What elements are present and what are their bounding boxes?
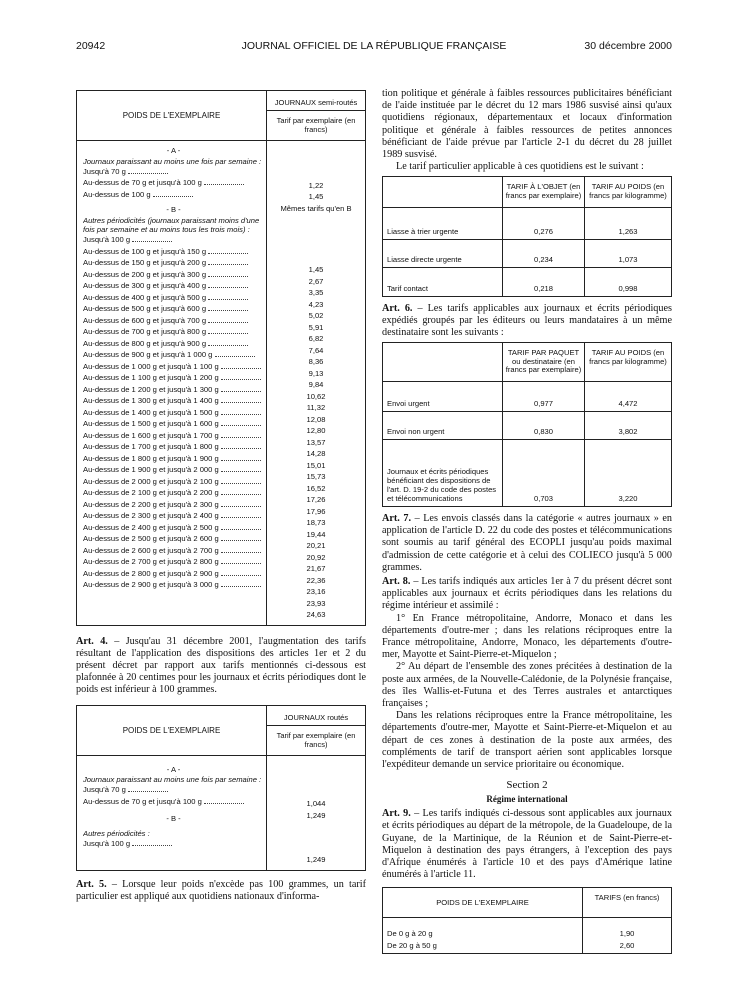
- weight-header: POIDS DE L'EXEMPLAIRE: [77, 706, 267, 755]
- tarif-poids-value: 1,073: [618, 254, 638, 264]
- weight-row: [83, 246, 264, 258]
- tarif-column: [583, 918, 671, 953]
- journaux-header: JOURNAUX routés: [267, 706, 365, 726]
- tarif-header: Tarif par exemplaire (en francs): [276, 730, 356, 749]
- section-a-label: - A -: [166, 146, 181, 155]
- tarif-objet-value: 0,830: [503, 412, 585, 439]
- tarif-value: 13,57: [306, 437, 326, 447]
- weight-label: Jusqu'à 100 g: [83, 838, 131, 848]
- issue-date: 30 décembre 2000: [584, 40, 672, 52]
- weight-label: Au-dessus de 2 300 g et jusqu'à 2 400 g: [83, 511, 219, 521]
- tarif-value: 17,26: [306, 495, 326, 504]
- leader-dots: [221, 478, 261, 484]
- leader-dots: [221, 501, 261, 507]
- section-a-desc: Journaux paraissant au moins une fois par semaine :: [83, 775, 262, 785]
- article-6: Art. 6. – Les tarifs applicables aux journaux et écrits périodiques expédiés groupés par les éditeurs ou leurs mandataires à un même destinataire sont les suivants :: [382, 302, 672, 339]
- row-label: Envoi non urgent: [383, 412, 503, 439]
- table-routes: [76, 705, 366, 871]
- tarif-value: 5,91: [308, 322, 324, 332]
- article-5-continued: tion politique et générale à faibles ressources publicitaires bénéficiant de l'aide instituée par le décret du 12 mars 1986 susvisé ainsi qu'aux quotidiens régionaux, départementaux et locaux d'information politique et générale à faibles ressources de petites annonces bénéficiant de l'aide prévue par l'article 2-1 du décret du 28 juillet 1989 susvisé.: [382, 88, 672, 161]
- article-9: Art. 9. – Les tarifs indiqués ci-dessous sont applicables aux journaux et écrits périodiques au départ de la métropole, de la Guadeloupe, de la Guyane, de la Martinique, de la Réunion et de Saint-Pierre-et-Miquelon à destination des pays étrangers, à l'exception des pays d'Afrique énumérés à l'article 10 et des pays d'Amérique latine énumérés à l'article 11.: [382, 808, 672, 881]
- right-column: [382, 88, 672, 954]
- weight-label: Au-dessus de 150 g et jusqu'à 200 g: [83, 258, 207, 268]
- tarif-value: 3,35: [308, 288, 324, 297]
- regime-heading: Régime international: [486, 794, 568, 805]
- left-column: [76, 90, 366, 903]
- weight-row: De 20 g à 50 g: [387, 940, 437, 950]
- page-number: 20942: [76, 40, 106, 52]
- leader-dots: [221, 386, 261, 392]
- weight-row: [83, 269, 264, 281]
- weight-row: [83, 372, 264, 384]
- weight-row: [83, 234, 264, 246]
- tarif-value: 17,96: [306, 506, 326, 516]
- weight-label: Au-dessus de 1 500 g et jusqu'à 1 600 g: [83, 419, 219, 429]
- leader-dots: [208, 340, 248, 346]
- weight-row: [83, 464, 264, 476]
- weight-label: Au-dessus de 600 g et jusqu'à 700 g: [83, 315, 207, 325]
- section-heading: Section 2: [506, 779, 548, 792]
- weight-row: [83, 326, 264, 338]
- tarif-value: 10,62: [306, 391, 326, 401]
- weight-label: Au-dessus de 1 700 g et jusqu'à 1 800 g: [83, 442, 219, 452]
- weight-label: Au-dessus de 700 g et jusqu'à 800 g: [83, 327, 207, 337]
- section-b-label: - B -: [166, 205, 181, 215]
- table-international: [382, 887, 672, 954]
- tarif-value: 18,73: [306, 518, 326, 527]
- weight-row: [83, 257, 264, 269]
- weight-row: [83, 510, 264, 522]
- article-8-p3: Dans les relations réciproques entre la France métropolitaine, les départements d'outre-mer, Mayotte et Saint-Pierre-et-Miquelon et au départ de ces zones à destination de la poste aux armées, des compléments de tarif de transport aérien sont applicables lorsque l'expéditeur demande un service prioritaire ou économique.: [382, 710, 672, 771]
- tarif-poids-value: 1,263: [618, 226, 638, 236]
- tarif-value: 15,01: [306, 460, 326, 470]
- leader-dots: [128, 786, 168, 792]
- leader-dots: [153, 191, 193, 197]
- tarif-objet-value: 0,977: [503, 382, 585, 411]
- weight-column: [383, 918, 583, 953]
- journaux-header: JOURNAUX semi-routés: [267, 91, 365, 111]
- weight-label: Au-dessus de 70 g et jusqu'à 100 g: [83, 796, 202, 806]
- weight-row: [83, 487, 264, 499]
- tarif-objet-value: 0,703: [503, 440, 585, 506]
- weight-row: [83, 418, 264, 430]
- leader-dots: [128, 168, 168, 174]
- leader-dots: [208, 317, 248, 323]
- weight-row: [83, 545, 264, 557]
- leader-dots: [221, 581, 261, 587]
- weight-label: Au-dessus de 1 800 g et jusqu'à 1 900 g: [83, 453, 219, 463]
- weight-label: Au-dessus de 2 200 g et jusqu'à 2 300 g: [83, 499, 219, 509]
- leader-dots: [204, 798, 244, 804]
- weight-header: POIDS DE L'EXEMPLAIRE: [77, 91, 267, 140]
- leader-dots: [221, 409, 261, 415]
- table-row: [383, 440, 671, 506]
- weight-label: Au-dessus de 2 000 g et jusqu'à 2 100 g: [83, 476, 219, 486]
- tarif-value: 9,13: [308, 368, 324, 378]
- weight-label: Au-dessus de 2 700 g et jusqu'à 2 800 g: [83, 557, 219, 567]
- tarif-value: 2,67: [308, 276, 324, 286]
- weight-label: Au-dessus de 900 g et jusqu'à 1 000 g: [83, 350, 213, 360]
- leader-dots: [132, 236, 172, 242]
- weight-label: Jusqu'à 70 g: [83, 785, 126, 795]
- weight-row: [83, 338, 264, 350]
- leader-dots: [221, 489, 261, 495]
- weight-row: [83, 556, 264, 568]
- weight-row: [83, 349, 264, 361]
- tarif-value: 4,23: [308, 299, 324, 309]
- leader-dots: [221, 432, 261, 438]
- tarif-objet-value: 0,234: [503, 240, 585, 267]
- tarif-value: 12,80: [306, 426, 326, 435]
- tarif-objet-value: 0,218: [503, 268, 585, 296]
- tarif-value: 1,044: [306, 799, 326, 809]
- weight-row: [83, 499, 264, 511]
- weight-row: [83, 407, 264, 419]
- tarif-poids-value: 0,998: [618, 283, 638, 293]
- tarif-value: 2,60: [619, 940, 635, 950]
- weight-row: [83, 166, 264, 178]
- article-8-p1: 1° En France métropolitaine, Andorre, Monaco et dans les départements d'outre-mer ; dans les relations réciproques entre la France métropolitaine, Andorre, Monaco, les départements d'outre-mer, Mayotte et Saint-Pierre-et-Miquelon ;: [382, 612, 672, 661]
- leader-dots: [221, 363, 261, 369]
- leader-dots: [208, 282, 248, 288]
- tarif-value: 1,22: [308, 180, 324, 190]
- weight-row: [83, 303, 264, 315]
- weight-column: [77, 141, 267, 625]
- leader-dots: [221, 443, 261, 449]
- weight-label: Au-dessus de 800 g et jusqu'à 900 g: [83, 338, 207, 348]
- tarif-value: 24,63: [306, 610, 326, 619]
- weight-label: Au-dessus de 400 g et jusqu'à 500 g: [83, 292, 207, 302]
- leader-dots: [208, 305, 248, 311]
- tarif-value: 7,64: [308, 345, 324, 355]
- leader-dots: [221, 558, 261, 564]
- table-row: [383, 412, 671, 440]
- tarifs-header: TARIFS (en francs): [594, 893, 660, 903]
- weight-header: POIDS DE L'EXEMPLAIRE: [383, 888, 583, 917]
- tarif-value: 21,67: [306, 564, 326, 573]
- weight-label: Au-dessus de 1 300 g et jusqu'à 1 400 g: [83, 396, 219, 406]
- page-header: [76, 40, 672, 56]
- leader-dots: [221, 524, 261, 530]
- weight-label: Jusqu'à 70 g: [83, 166, 126, 176]
- table-quotidiens: [382, 176, 672, 296]
- tarif-value: 1,90: [619, 929, 635, 939]
- weight-row: [83, 441, 264, 453]
- weight-label: Au-dessus de 2 600 g et jusqu'à 2 700 g: [83, 545, 219, 555]
- weight-row: [83, 453, 264, 465]
- weight-row: [83, 796, 264, 808]
- weight-row: [83, 292, 264, 304]
- weight-row: [83, 177, 264, 189]
- leader-dots: [215, 351, 255, 357]
- row-label: Tarif contact: [383, 268, 503, 296]
- tarif-poids-header: TARIF AU POIDS (en francs par kilogramme): [589, 348, 667, 366]
- tarif-value: 11,32: [306, 403, 326, 412]
- weight-row: [83, 430, 264, 442]
- tarif-objet-header: TARIF À L'OBJET (en francs par exemplaire): [503, 177, 585, 206]
- weight-label: Au-dessus de 100 g et jusqu'à 150 g: [83, 246, 207, 256]
- section-b-desc: Autres périodicités (journaux paraissant moins d'une fois par semaine et au moins tous les trois mois) :: [83, 215, 260, 234]
- weight-label: Au-dessus de 70 g et jusqu'à 100 g: [83, 178, 202, 188]
- weight-row: [83, 361, 264, 373]
- section-b-label: - B -: [166, 814, 181, 824]
- article-5: Art. 5. – Lorsque leur poids n'excède pas 100 grammes, un tarif particulier est appliqué aux quotidiens nationaux d'informa-: [76, 878, 366, 902]
- weight-label: Jusqu'à 100 g: [83, 235, 131, 245]
- weight-row: [83, 189, 264, 201]
- tarif-value: 9,84: [308, 380, 324, 389]
- weight-row: [83, 784, 264, 796]
- leader-dots: [221, 397, 261, 403]
- weight-row: [83, 568, 264, 580]
- tarif-header: Tarif par exemplaire (en francs): [276, 116, 356, 134]
- tarif-value: 1,249: [306, 810, 326, 820]
- tarif-value: 20,92: [306, 552, 326, 562]
- tarif-intro: Le tarif particulier applicable à ces quotidiens est le suivant :: [396, 161, 644, 173]
- weight-label: Au-dessus de 2 100 g et jusqu'à 2 200 g: [83, 488, 219, 498]
- tarif-poids-value: 3,802: [618, 427, 638, 436]
- tarif-value: 1,45: [308, 265, 324, 274]
- weight-row: De 0 g à 20 g: [387, 929, 433, 939]
- weight-row: [83, 838, 264, 850]
- weight-label: Au-dessus de 1 000 g et jusqu'à 1 100 g: [83, 361, 219, 371]
- tarif-value: 16,52: [306, 483, 326, 493]
- table-semi-routes: [76, 90, 366, 626]
- journal-title: JOURNAL OFFICIEL DE LA RÉPUBLIQUE FRANÇAISE: [241, 40, 507, 52]
- section-a-label: - A -: [166, 764, 181, 774]
- weight-label: Au-dessus de 1 600 g et jusqu'à 1 700 g: [83, 430, 219, 440]
- table-row: [383, 240, 671, 268]
- tarif-value: 22,36: [306, 575, 326, 585]
- tarif-objet-value: 0,276: [503, 208, 585, 239]
- tarif-value: 8,36: [308, 357, 324, 366]
- weight-row: [83, 533, 264, 545]
- tarif-value: 15,73: [306, 472, 326, 481]
- weight-label: Au-dessus de 2 400 g et jusqu'à 2 500 g: [83, 522, 219, 532]
- table-row: [383, 208, 671, 240]
- leader-dots: [208, 294, 248, 300]
- tarif-column: [267, 141, 365, 625]
- weight-label: Au-dessus de 100 g: [83, 189, 151, 199]
- table-groupes: [382, 342, 672, 507]
- tarif-value: Mêmes tarifs qu'en B: [280, 203, 352, 213]
- weight-row: [83, 395, 264, 407]
- tarif-column: [267, 756, 365, 870]
- leader-dots: [132, 840, 172, 846]
- leader-dots: [221, 455, 261, 461]
- weight-row: [83, 280, 264, 292]
- weight-row: [83, 579, 264, 591]
- row-label: Journaux et écrits périodiques bénéficiant des dispositions de l'art. D. 19-2 du code des postes et télécommunications: [383, 440, 503, 506]
- article-8-p2: 2° Au départ de l'ensemble des zones précitées à destination de la poste aux armées, de la Nouvelle-Calédonie, de la Polynésie française, des îles Wallis-et-Futuna et des Terres australes et antarctiques françaises ;: [382, 661, 672, 710]
- article-7: Art. 7. – Les envois classés dans la catégorie « autres journaux » en application de l'article D. 22 du code des postes et télécommunications sont soumis au tarif général des ECOPLI jusqu'au poids maximal d'admission de cette catégorie et à celui des COLIECO jusqu'à 5 000 grammes.: [382, 513, 672, 573]
- row-label: Liasse à trier urgente: [383, 208, 503, 239]
- weight-label: Au-dessus de 2 800 g et jusqu'à 2 900 g: [83, 568, 219, 578]
- weight-column: [77, 756, 267, 870]
- leader-dots: [208, 271, 248, 277]
- leader-dots: [221, 547, 261, 553]
- table-row: [383, 382, 671, 412]
- tarif-value: 19,44: [306, 529, 326, 539]
- tarif-value: 1,45: [308, 192, 324, 201]
- leader-dots: [208, 259, 248, 265]
- tarif-poids-header: TARIF AU POIDS (en francs par kilogramme): [589, 182, 667, 201]
- tarif-paquet-header: TARIF PAR PAQUET ou destinataire (en francs par exemplaire): [503, 343, 585, 381]
- tarif-value: 6,82: [308, 334, 324, 343]
- table-row: [383, 268, 671, 296]
- weight-label: Au-dessus de 1 100 g et jusqu'à 1 200 g: [83, 373, 219, 383]
- leader-dots: [221, 535, 261, 541]
- leader-dots: [221, 466, 261, 472]
- weight-label: Au-dessus de 1 900 g et jusqu'à 2 000 g: [83, 465, 219, 475]
- tarif-value: 20,21: [306, 541, 326, 550]
- tarif-value: 5,02: [308, 311, 324, 320]
- section-b-desc: Autres périodicités :: [83, 828, 150, 838]
- tarif-value: 1,249: [306, 855, 326, 865]
- section-a-desc: Journaux paraissant au moins une fois par semaine :: [83, 156, 262, 166]
- leader-dots: [221, 374, 261, 380]
- tarif-value: 23,16: [306, 587, 326, 596]
- tarif-value: 14,28: [306, 449, 326, 458]
- weight-label: Au-dessus de 2 900 g et jusqu'à 3 000 g: [83, 580, 219, 590]
- weight-row: [83, 522, 264, 534]
- tarif-value: 23,93: [306, 598, 326, 608]
- weight-row: [83, 476, 264, 488]
- leader-dots: [204, 179, 244, 185]
- weight-label: Au-dessus de 200 g et jusqu'à 300 g: [83, 269, 207, 279]
- leader-dots: [221, 420, 261, 426]
- leader-dots: [208, 328, 248, 334]
- article-4: Art. 4. – Jusqu'au 31 décembre 2001, l'augmentation des tarifs résultant de l'application des dispositions des articles 1er et 2 du présent décret par rapport aux tarifs mentionnés ci-dessous est plafonnée à 20 centimes pour les journaux et écrits périodiques dont le poids est inférieur à 100 grammes.: [76, 635, 366, 696]
- leader-dots: [208, 248, 248, 254]
- weight-row: [83, 384, 264, 396]
- weight-label: Au-dessus de 300 g et jusqu'à 400 g: [83, 281, 207, 291]
- weight-label: Au-dessus de 1 400 g et jusqu'à 1 500 g: [83, 407, 219, 417]
- weight-row: [83, 315, 264, 327]
- weight-label: Au-dessus de 2 500 g et jusqu'à 2 600 g: [83, 534, 219, 544]
- row-label: Liasse directe urgente: [383, 240, 503, 267]
- article-8: Art. 8. – Les tarifs indiqués aux articles 1er à 7 du présent décret sont applicables aux journaux et écrits périodiques dans les relations du régime intérieur et assimilé :: [382, 576, 672, 612]
- leader-dots: [221, 512, 261, 518]
- row-label: Envoi urgent: [383, 382, 503, 411]
- weight-label: Au-dessus de 500 g et jusqu'à 600 g: [83, 304, 207, 314]
- tarif-poids-value: 4,472: [618, 399, 638, 408]
- tarif-value: 12,08: [306, 414, 326, 424]
- weight-label: Au-dessus de 1 200 g et jusqu'à 1 300 g: [83, 384, 219, 394]
- leader-dots: [221, 570, 261, 576]
- tarif-poids-value: 3,220: [618, 494, 638, 503]
